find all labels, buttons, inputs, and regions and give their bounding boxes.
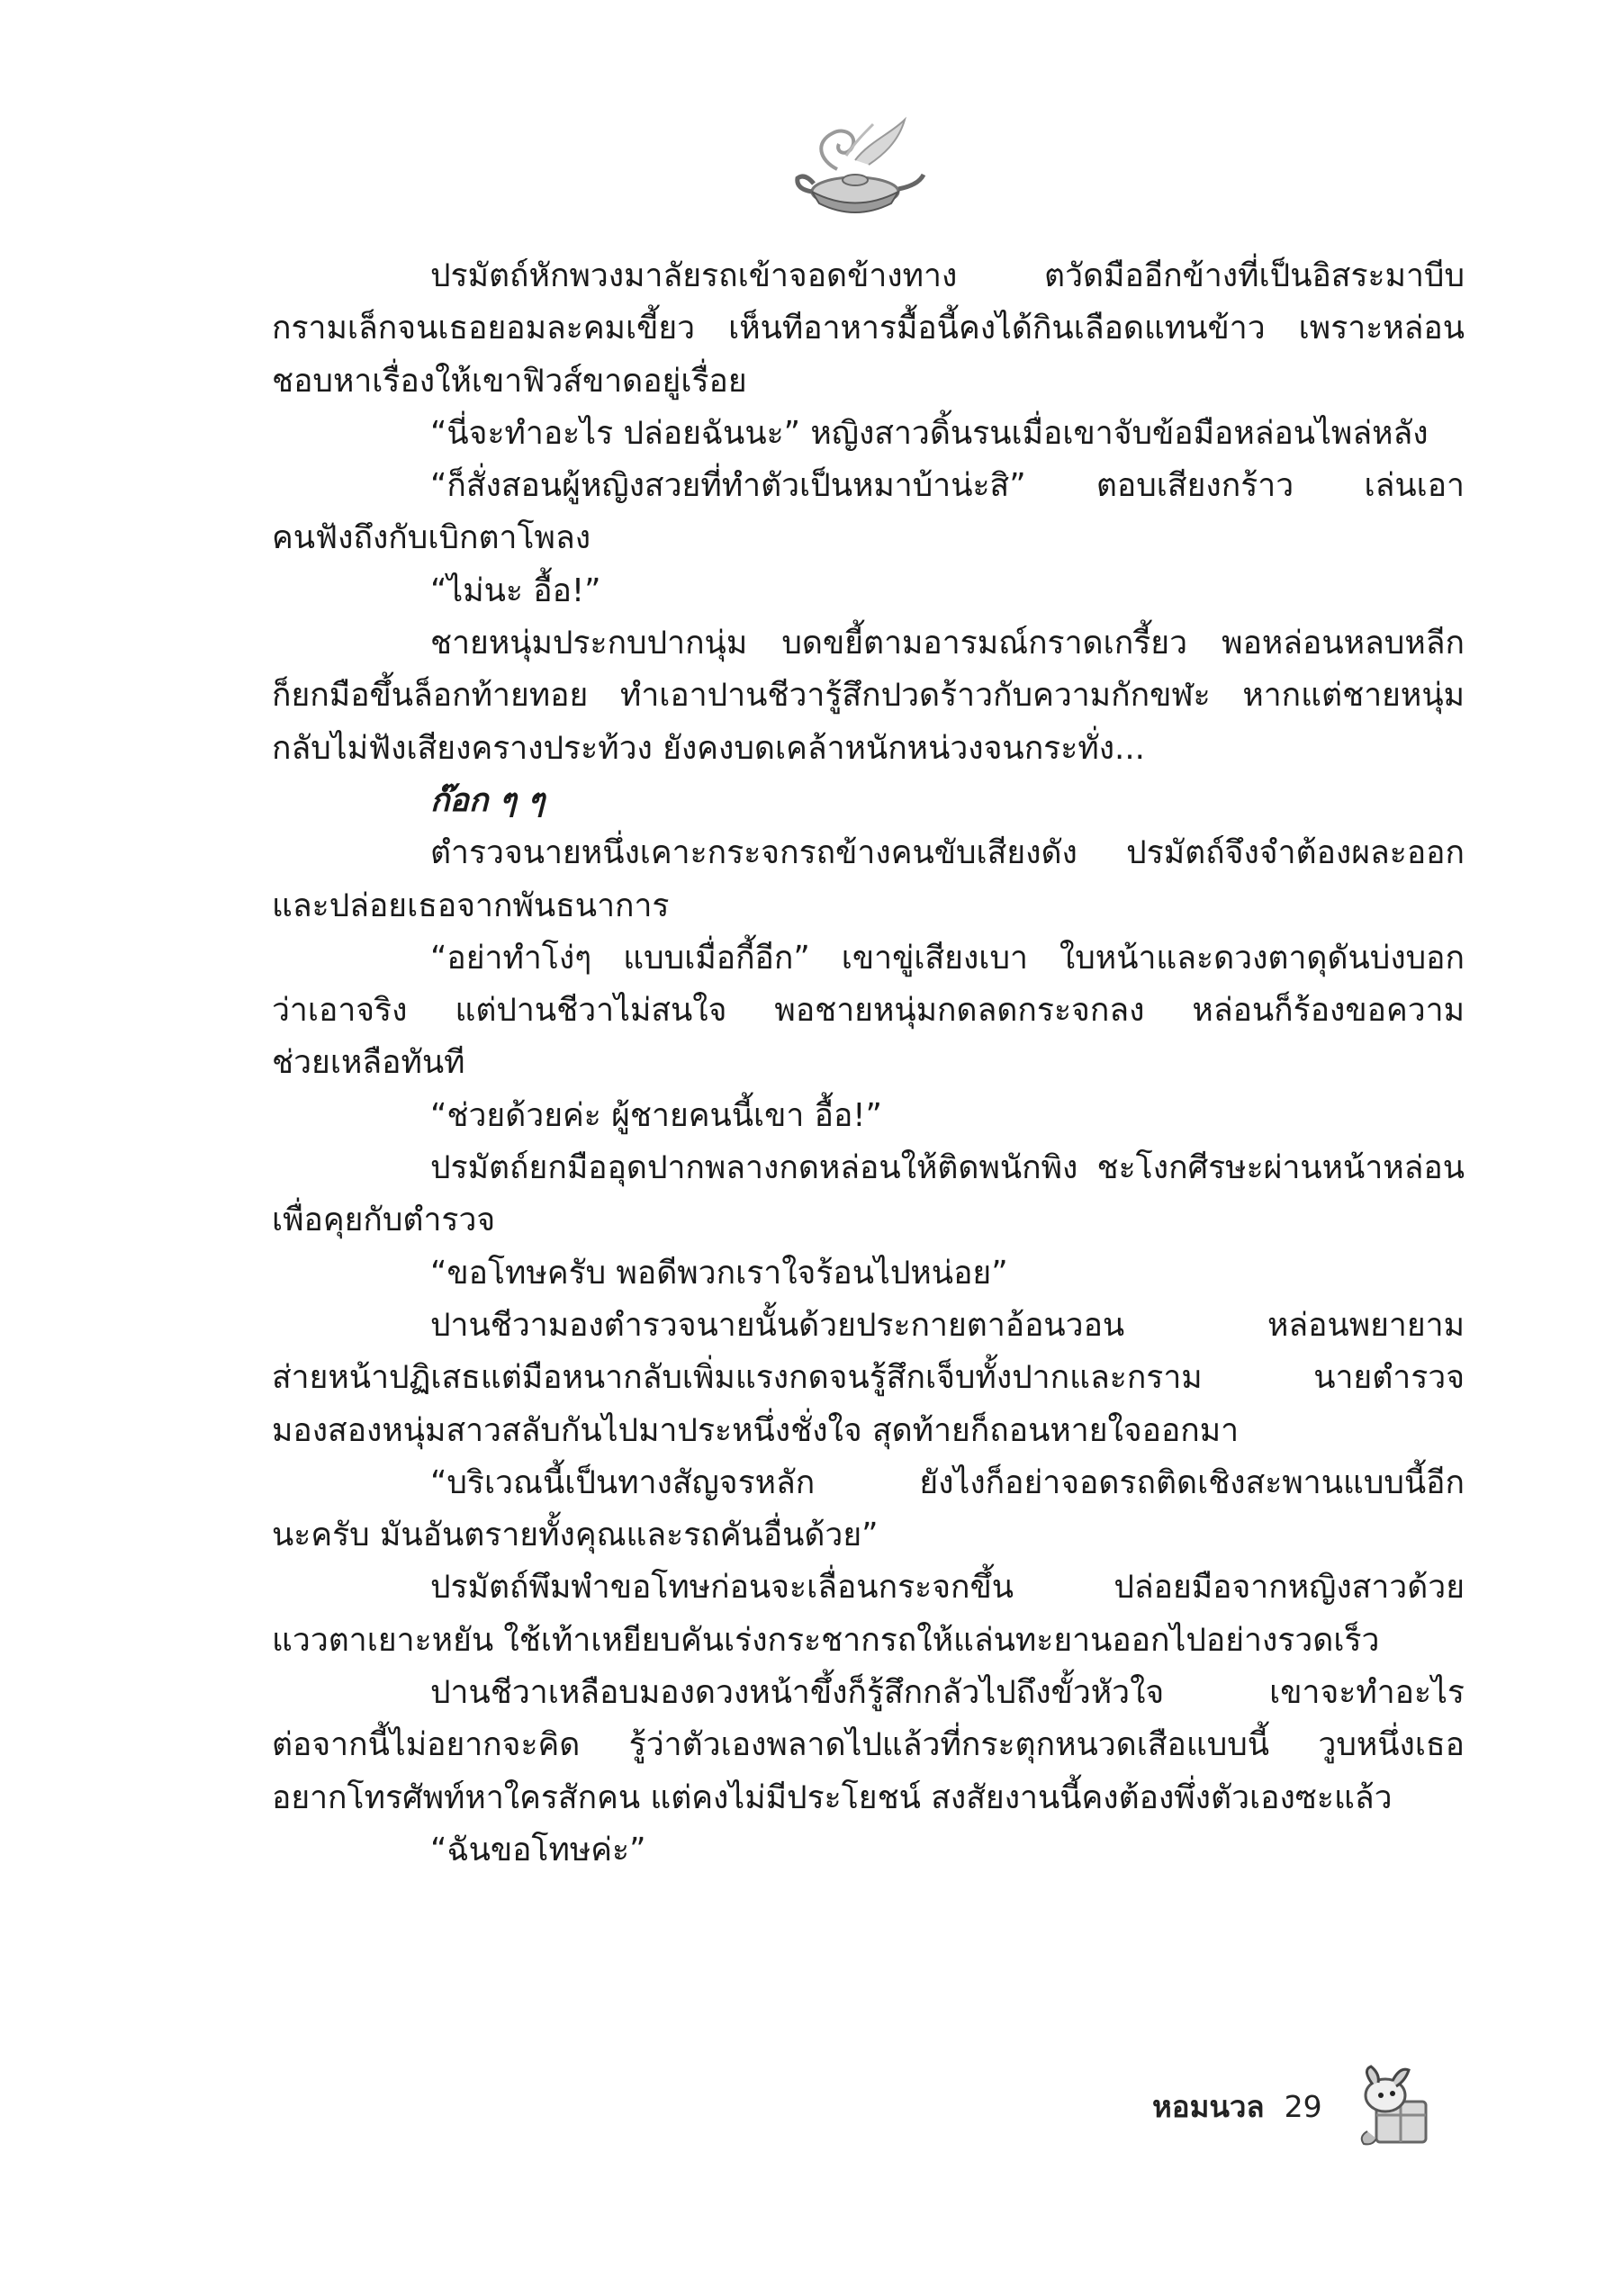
text-line: และปล่อยเธอจากพันธนาการ: [272, 887, 670, 924]
text-line: ชอบหาเรื่องให้เขาฟิวส์ขาดอยู่เรื่อย: [272, 362, 747, 400]
body-text: [272, 250, 1465, 1877]
text-line: อยากโทรศัพท์หาใครสักคน แต่คงไม่มีประโยชน์ สงสัยงานนี้คงต้องพึ่งตัวเองซะแล้ว: [272, 1778, 1393, 1816]
text-line: “ก็สั่งสอนผู้หญิงสวยที่ทำตัวเป็นหมาบ้าน่ะสิ” ตอบเสียงกร้าว เล่นเอา: [430, 467, 1465, 505]
text-line: “อย่าทำโง่ๆ แบบเมื่อกี้อีก” เขาขู่เสียงเบา ใบหน้าและดวงตาดุดันบ่งบอก: [430, 939, 1465, 977]
text-line: “ไม่นะ อื้อ!”: [430, 572, 601, 609]
text-line: คนฟังถึงกับเบิกตาโพลง: [272, 519, 591, 557]
text-line: ชายหนุ่มประกบปากนุ่ม บดขยี้ตามอารมณ์กราดเกรี้ยว พอหล่อนหลบหลีก: [430, 625, 1465, 662]
text-line: กลับไม่ฟังเสียงครางประท้วง ยังคงบดเคล้าหนักหน่วงจนกระทั่ง...: [272, 729, 1145, 767]
bunny-gift-icon: [1349, 2061, 1439, 2151]
text-line: ก็ยกมือขึ้นล็อกท้ายทอย ทำเอาปานชีวารู้สึกปวดร้าวกับความกักขฬะ หากแต่ชายหนุ่ม: [272, 677, 1465, 715]
text-line: “บริเวณนี้เป็นทางสัญจรหลัก ยังไงก็อย่าจอดรถติดเชิงสะพานแบบนี้อีก: [430, 1463, 1465, 1501]
text-line: “ขอโทษครับ พอดีพวกเราใจร้อนไปหน่อย”: [430, 1254, 1008, 1292]
text-line: “นี่จะทำอะไร ปล่อยฉันนะ” หญิงสาวดิ้นรนเมื่อเขาจับข้อมือหล่อนไพล่หลัง: [430, 414, 1429, 452]
text-line: ส่ายหน้าปฏิเสธแต่มือหนากลับเพิ่มแรงกดจนรู้สึกเจ็บทั้งปากและกราม นายตำรวจ: [272, 1359, 1465, 1397]
text-line: ก๊อก ๆ ๆ: [430, 781, 546, 819]
text-line: ปานชีวาเหลือบมองดวงหน้าขึ้งก็รู้สึกกลัวไปถึงขั้วหัวใจ เขาจะทำอะไร: [430, 1674, 1465, 1712]
text-line: ปรมัตถ์ยกมืออุดปากพลางกดหล่อนให้ติดพนักพิง ชะโงกศีรษะผ่านหน้าหล่อน: [430, 1149, 1465, 1187]
text-line: เพื่อคุยกับตำรวจ: [272, 1202, 496, 1239]
text-line: กรามเล็กจนเธอยอมละคมเขี้ยว เห็นทีอาหารมื้อนี้คงได้กินเลือดแทนข้าว เพราะหล่อน: [272, 310, 1465, 347]
text-line: ว่าเอาจริง แต่ปานชีวาไม่สนใจ พอชายหนุ่มกดลดกระจกลง หล่อนก็ร้องขอความ: [272, 992, 1465, 1030]
page-number: 29: [1284, 2088, 1322, 2124]
text-line: นะครับ มันอันตรายทั้งคุณและรถคันอื่นด้วย”: [272, 1517, 879, 1554]
lamp-icon: [783, 106, 927, 223]
text-line: ปานชีวามองตำรวจนายนั้นด้วยประกายตาอ้อนวอน หล่อนพยายาม: [430, 1306, 1465, 1344]
text-line: “ช่วยด้วยค่ะ ผู้ชายคนนี้เขา อื้อ!”: [430, 1096, 882, 1134]
text-line: ช่วยเหลือทันที: [272, 1044, 465, 1082]
text-line: แววตาเยาะหยัน ใช้เท้าเหยียบคันเร่งกระชากรถให้แล่นทะยานออกไปอย่างรวดเร็ว: [272, 1621, 1380, 1659]
text-line: ตำรวจนายหนึ่งเคาะกระจกรถข้างคนขับเสียงดัง ปรมัตถ์จึงจำต้องผละออก: [430, 834, 1465, 872]
text-line: ปรมัตถ์หักพวงมาลัยรถเข้าจอดข้างทาง ตวัดมืออีกข้างที่เป็นอิสระมาบีบ: [430, 257, 1465, 294]
text-line: มองสองหนุ่มสาวสลับกันไปมาประหนึ่งชั่งใจ สุดท้ายก็ถอนหายใจออกมา: [272, 1411, 1240, 1449]
text-line: ต่อจากนี้ไม่อยากจะคิด รู้ว่าตัวเองพลาดไปแล้วที่กระตุกหนวดเสือแบบนี้ วูบหนึ่งเธอ: [272, 1726, 1465, 1764]
footer-brand: หอมนวล: [1152, 2088, 1265, 2124]
text-line: “ฉันขอโทษค่ะ”: [430, 1831, 646, 1868]
text-line: ปรมัตถ์พึมพำขอโทษก่อนจะเลื่อนกระจกขึ้น ปล่อยมือจากหญิงสาวด้วย: [430, 1569, 1465, 1607]
page-footer: [1152, 2075, 1439, 2138]
